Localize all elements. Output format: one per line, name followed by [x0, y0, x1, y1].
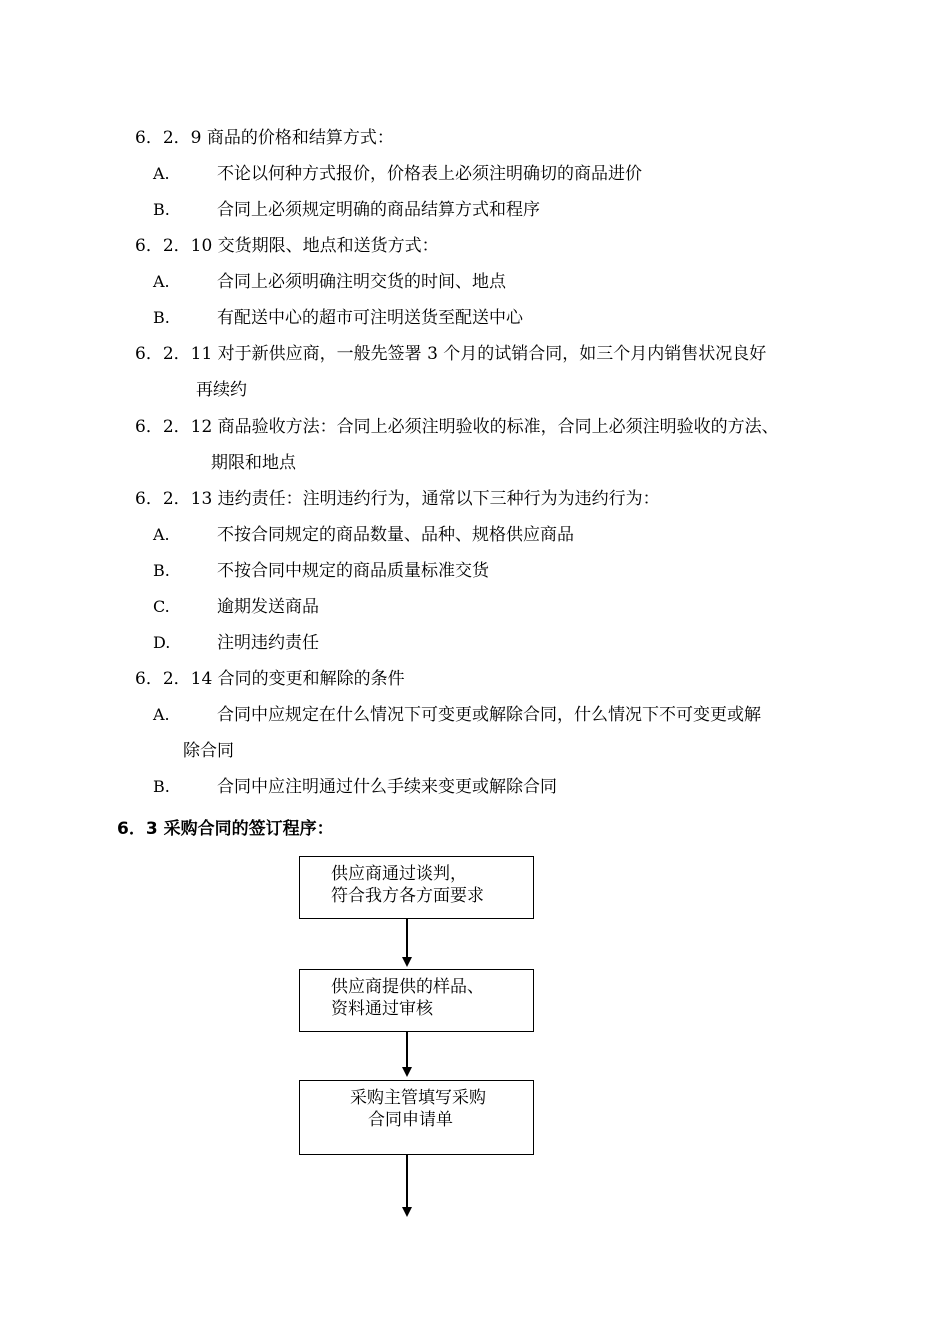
- sub-item-marker: A.: [153, 705, 170, 724]
- sub-item-text: 合同上必须规定明确的商品结算方式和程序: [217, 200, 540, 220]
- flow-arrow-line: [406, 919, 408, 959]
- arrow-down-icon: [402, 1067, 412, 1077]
- clause-text: 违约责任：注明违约行为，通常以下三种行为为违约行为：: [217, 489, 660, 509]
- clause-number: 6．2．9: [135, 128, 202, 148]
- clause-text: 对于新供应商，一般先签署 3 个月的试销合同，如三个月内销售状况良好: [217, 344, 767, 364]
- clause-number: 6．2．10: [135, 236, 213, 256]
- flow-box-line: 供应商提供的样品、: [331, 977, 484, 997]
- clause-number: 6．2．11: [135, 344, 213, 364]
- sub-item-text: 不按合同规定的商品数量、品种、规格供应商品: [217, 525, 574, 545]
- clause-continuation: 再续约: [196, 380, 247, 400]
- flow-box-line: 采购主管填写采购: [350, 1088, 486, 1108]
- sub-item-continuation: 除合同: [183, 741, 234, 761]
- flow-box-sample-review: [299, 969, 534, 1032]
- sub-item-marker: A.: [153, 272, 170, 291]
- sub-item-text: 合同上必须明确注明交货的时间、地点: [217, 272, 506, 292]
- clause-6-2-12: [135, 417, 779, 437]
- sub-item-marker: B.: [153, 777, 170, 796]
- sub-item-marker: A.: [153, 525, 170, 544]
- flow-box-line: 符合我方各方面要求: [331, 886, 484, 906]
- clause-6-2-11: [135, 344, 766, 364]
- clause-text: 交货期限、地点和送货方式：: [217, 236, 439, 256]
- sub-item-marker: B.: [153, 308, 170, 327]
- flow-arrow-line: [406, 1032, 408, 1069]
- flow-box-line: 供应商通过谈判，: [331, 864, 467, 884]
- sub-item-marker: A.: [153, 164, 170, 183]
- sub-item-marker: B.: [153, 200, 170, 219]
- sub-item-marker: B.: [153, 561, 170, 580]
- clause-6-2-13: [135, 489, 660, 509]
- sub-item-text: 不按合同中规定的商品质量标准交货: [217, 561, 489, 581]
- clause-text: 商品验收方法：合同上必须注明验收的标准，合同上必须注明验收的方法、: [217, 417, 779, 437]
- arrow-down-icon: [402, 1207, 412, 1217]
- clause-6-2-10: [135, 236, 439, 256]
- clause-6-2-9: [135, 128, 394, 148]
- clause-text: 商品的价格和结算方式：: [206, 128, 394, 148]
- sub-item-text: 注明违约责任: [217, 633, 319, 653]
- clause-number: 6．2．12: [135, 417, 213, 437]
- sub-item-text: 有配送中心的超市可注明送货至配送中心: [217, 308, 523, 328]
- flow-box-application: [299, 1080, 534, 1155]
- clause-continuation: 期限和地点: [211, 453, 296, 473]
- clause-number: 6．2．14: [135, 669, 213, 689]
- sub-item-text: 合同中应规定在什么情况下可变更或解除合同，什么情况下不可变更或解: [217, 705, 761, 725]
- section-heading: 6．3 采购合同的签订程序：: [117, 819, 334, 839]
- clause-number: 6．2．13: [135, 489, 213, 509]
- clause-text: 合同的变更和解除的条件: [217, 669, 405, 689]
- clause-6-2-14: [135, 669, 405, 689]
- flow-box-negotiation: [299, 856, 534, 919]
- flow-arrow-line: [406, 1155, 408, 1209]
- flow-box-line: 合同申请单: [368, 1110, 453, 1130]
- sub-item-text: 不论以何种方式报价，价格表上必须注明确切的商品进价: [217, 164, 642, 184]
- arrow-down-icon: [402, 957, 412, 967]
- flow-box-line: 资料通过审核: [331, 999, 433, 1019]
- sub-item-text: 合同中应注明通过什么手续来变更或解除合同: [217, 777, 557, 797]
- sub-item-text: 逾期发送商品: [217, 597, 319, 617]
- sub-item-marker: D.: [153, 633, 171, 652]
- sub-item-marker: C.: [153, 597, 170, 616]
